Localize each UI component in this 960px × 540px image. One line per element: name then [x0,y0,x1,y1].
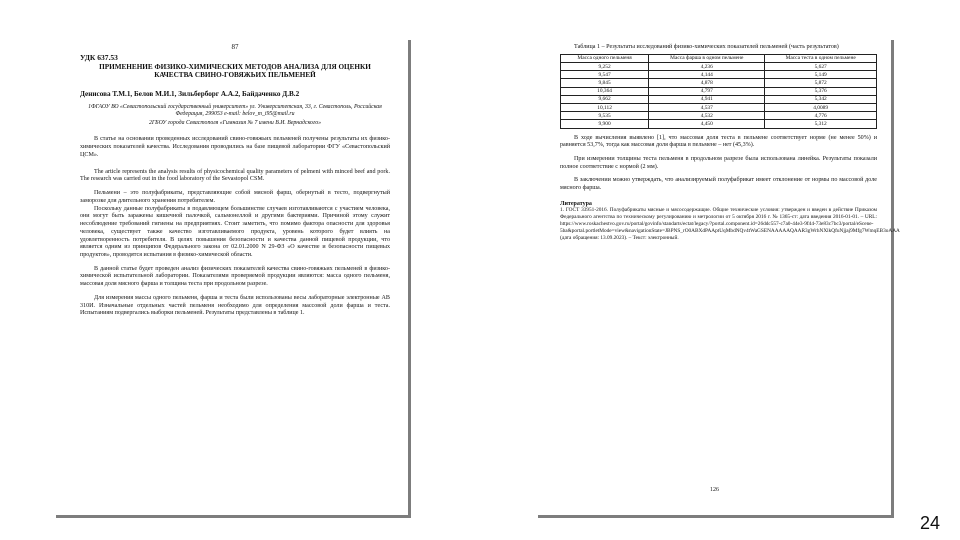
table-cell: 4,450 [649,120,765,128]
table-cell: 9,900 [561,120,649,128]
table-cell: 9,252 [561,63,649,71]
literature-item: 1. ГОСТ 33951-2016. Полуфабрикаты мясные и мясосодержащие. Общие технические условия: утвержден и введен в действие Приказом Федерального агентства по техническому регулированию и метрологии от 5 октября 2016 г. № 1365-ст: дата введения 2016-01-01. – URL: https://www.roskachestvo.gov.ru/portal/govinfo/standarts/ectat/legacy/?portal.component.id=26ddc557-c7a0-44e3-9f44-73e83c7bc3/portal/eScene-5ba&portal.portletMode=view&navigationState=JBPNS_rO0ABXdPAAptUqMbdNQv4tWaGSENAAAAAQAAR3gWrhNXlkQfuNjjaj9Mfg7WmqEB3oAAA (дата обращения: 13.09.2023). – Текст: электронный. [560,206,900,241]
table-cell: 5,872 [765,79,877,87]
body-paragraph-3: В данной статье будет проведен анализ физических показателей качества свино-говяжьих пельменей в физико-химической испытательной лаборатории. Показателями проверяемой продукции являются: масса одного пельменя, массовая доля мясного фарша и толщина теста при продольном разрезе. [80,265,390,288]
table-row [561,103,877,111]
table-cell: 4,941 [649,95,765,103]
results-table [560,54,877,129]
table-cell: 9,662 [561,95,649,103]
table-cell: 4,236 [649,63,765,71]
table-cell: 4,532 [649,112,765,120]
body-paragraph-2: Поскольку данные полуфабрикаты в подавляющем большинстве случаев изготавливаются с участием человека, они могут быть заражены кишечной палочкой, сальмонеллой и другими бактериями. Причиной этому служит несоблюдение требований гигиены на предприятиях. Стоит заметить, что помимо фактора опасности для здоровья человека, существует также качество изготавливаемого продукта, уровень которого будет влиять на удовлетворенность потребителя. В целях повышения безопасности и качества данной пищевой продукции, что является одним из принципов Федерального закона от 02.01.2000 N 29-ФЗ «О качестве и безопасности пищевых продуктов», проводятся испытания в физико-химической области. [80,205,390,258]
abstract-english: The article represents the analysis results of physicochemical quality parameters of pelmeni with minced beef and pork. The research was carried out in the food laboratory of the Sevastopol CSM. [80,168,390,183]
left-document-page [56,40,411,518]
literature-list [560,206,900,242]
table-row [561,71,877,79]
table-cell: 4,537 [649,103,765,111]
table-header-cell: Масса одного пельменя [561,54,649,62]
table-caption: Таблица 1 – Результаты исследований физико-химических показателей пельменей (часть результатов) [574,44,839,50]
table-cell: 9,535 [561,112,649,120]
body-paragraph-4: Для измерения массы одного пельменя, фарша и теста были использованы весы лабораторные электронные АВ 310И. Изначальные отдельных частей пельменя необходимо для определения массовой доли фарша и теста. Испытаниям подвергались выборки пельменей. Результаты представлены в таблице 1. [80,294,390,317]
slide-number: 24 [919,513,940,533]
article-authors: Денисова Т.М.1, Белов М.И.1, Зильберборг А.А.2, Байдаченко Д.В.2 [80,89,300,98]
table-header-row [561,54,877,62]
table-row [561,87,877,95]
udk-code: УДК 637.53 [80,53,118,62]
table-cell: 4,776 [765,112,877,120]
table-row [561,95,877,103]
table-cell: 5,149 [765,71,877,79]
body-paragraph-1: Пельмени – это полуфабрикаты, представляющие собой мясной фарш, обернутый в тесто, подвергнутый заморозке для длительного хранения потребителем. [80,190,390,204]
right-paragraph-1: В ходе вычисления выявлено [1], что массовая доля теста в пельмене соответствует норме (не менее 50%) и равняется 53,7%, тогда как массовая доля фарша в пельмене – нет (45,3%). [560,134,877,149]
right-paragraph-2: При измерении толщины теста пельменя в продольном разрезе была использована линейка. Результаты показали полное соответствие с нормой (2 мм). [560,155,877,170]
table-cell: 4,0089 [765,103,877,111]
table-cell: 4,797 [649,87,765,95]
table-cell: 10,112 [561,103,649,111]
table-cell: 10,364 [561,87,649,95]
table-header-cell: Масса фарша в одном пельмене [649,54,765,62]
affiliation-1: 1ФГАОУ ВО «Севастопольский государственный университет» ул. Университетская, 33, г. Севастополь, Российская Федерация, 299053 e-mail: belov_m_i95@mail.ru [88,103,382,117]
left-page-number: 87 [231,43,239,51]
table-cell: 5,312 [765,120,877,128]
right-paragraph-3: В заключении можно утверждать, что анализируемый полуфабрикат имеет отклонение от нормы по массовой доле мясного фарша. [560,177,877,192]
table-cell: 5,627 [765,63,877,71]
affiliation-2: 2ГБОУ города Севастополя «Гимназия № 7 имени В.И. Вернадского» [148,120,322,127]
table-row [561,79,877,87]
right-page-number: 126 [710,487,719,493]
abstract-russian: В статье на основании проведенных исследований свино-говяжьих пельменей получены результаты их физико-химических показателей качества. Исследования проводились на базе пищевой лаборатории ФГУ «Севастопольский ЦСМ». [80,136,390,158]
table-cell: 9,845 [561,79,649,87]
table-row [561,112,877,120]
table-cell: 5,342 [765,95,877,103]
literature-heading: Литература [560,200,592,207]
table-cell: 4,144 [649,71,765,79]
table-row [561,120,877,128]
table-cell: 9,547 [561,71,649,79]
right-document-page [538,40,900,518]
table-cell: 5,376 [765,87,877,95]
table-cell: 4,878 [649,79,765,87]
article-title: ПРИМЕНЕНИЕ ФИЗИКО-ХИМИЧЕСКИХ МЕТОДОВ АНАЛИЗА ДЛЯ ОЦЕНКИ КАЧЕСТВА СВИНО-ГОВЯЖЬИХ ПЕЛЬМЕНЕЙ [99,63,371,80]
table-row [561,63,877,71]
table-header-cell: Масса теста в одном пельмене [765,54,877,62]
